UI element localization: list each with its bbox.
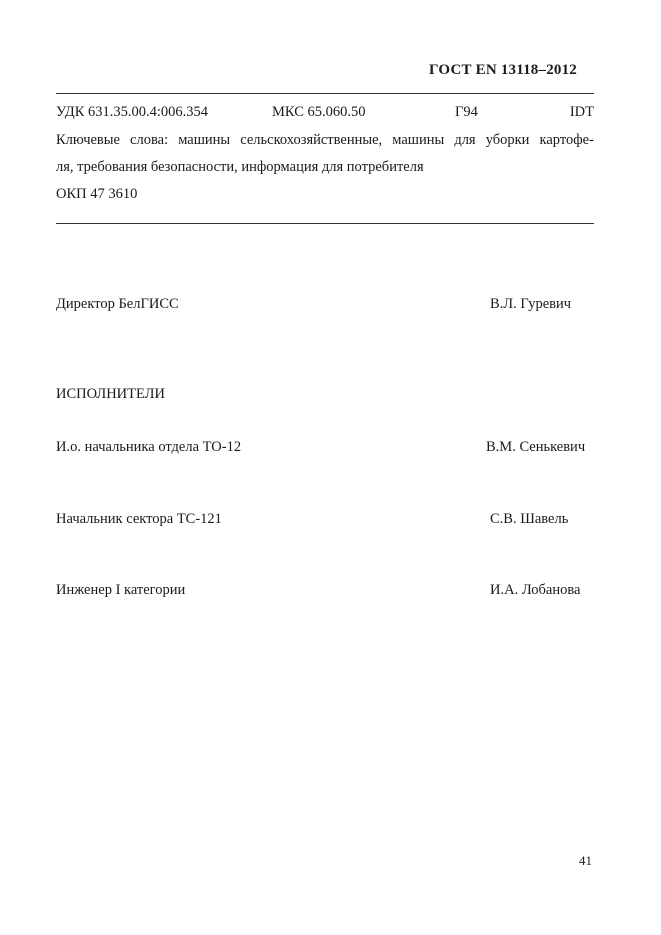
keyword-word: машины bbox=[178, 132, 231, 148]
keyword-word: Ключевые bbox=[56, 132, 120, 148]
document-code: ГОСТ EN 13118–2012 bbox=[429, 62, 577, 78]
okp-code: ОКП 47 3610 bbox=[56, 186, 138, 202]
equivalence-code: IDT bbox=[569, 104, 594, 120]
page-number: 41 bbox=[579, 853, 592, 868]
executor-name: В.М. Сенькевич bbox=[486, 439, 586, 455]
director-name: В.Л. Гуревич bbox=[490, 296, 572, 312]
keyword-word: сельскохозяйственные, bbox=[240, 132, 383, 148]
keyword-word: для bbox=[454, 132, 476, 148]
executors-title: ИСПОЛНИТЕЛИ bbox=[56, 386, 165, 402]
mks-code: МКС 65.060.50 bbox=[272, 104, 366, 120]
keywords-line-2: ля, требования безопасности, информация для потребителя bbox=[56, 159, 424, 175]
executor-role: И.о. начальника отдела ТО-12 bbox=[56, 439, 242, 455]
director-role: Директор БелГИСС bbox=[56, 296, 179, 312]
keywords-rule bbox=[56, 223, 594, 224]
header-rule bbox=[56, 93, 594, 94]
group-code: Г94 bbox=[455, 104, 478, 120]
keyword-word: уборки bbox=[485, 132, 530, 148]
executor-name: И.А. Лобанова bbox=[490, 582, 581, 598]
executor-role: Инженер I категории bbox=[56, 582, 186, 598]
keyword-word: слова: bbox=[130, 132, 169, 148]
keyword-word: машины bbox=[392, 132, 445, 148]
executor-role: Начальник сектора ТС-121 bbox=[56, 511, 222, 527]
keyword-word: картофе- bbox=[539, 132, 594, 148]
keywords-line-1 bbox=[56, 132, 594, 149]
executor-name: С.В. Шавель bbox=[490, 511, 569, 527]
udk-code: УДК 631.35.00.4:006.354 bbox=[56, 104, 209, 120]
